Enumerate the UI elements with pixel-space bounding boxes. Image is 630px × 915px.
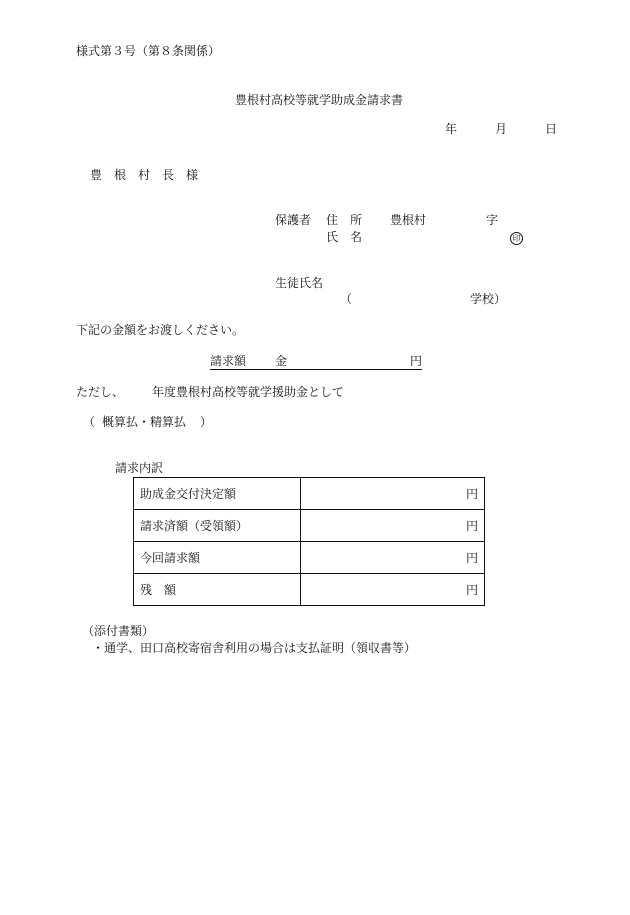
table-row — [134, 542, 485, 574]
breakdown-amount: 円 — [301, 542, 485, 574]
address-label: 住 所 — [326, 213, 363, 227]
breakdown-label: 請求済額（受領額） — [134, 510, 301, 542]
breakdown-amount: 円 — [301, 510, 485, 542]
breakdown-table — [133, 477, 485, 606]
school-open-paren: （ — [340, 292, 353, 306]
date-day: 日 — [545, 122, 558, 136]
amount-yen: 円 — [409, 354, 422, 368]
aza-label: 字 — [486, 213, 499, 227]
seal-mark: 印 — [510, 230, 523, 245]
date-year: 年 — [445, 122, 458, 136]
guardian-label: 保護者 — [275, 213, 312, 227]
breakdown-amount: 円 — [301, 574, 485, 606]
table-row — [134, 478, 485, 510]
student-label: 生徒氏名 — [275, 276, 324, 290]
table-row — [134, 510, 485, 542]
amount-kin: 金 — [275, 354, 288, 368]
purpose-text: 年度豊根村高校等就学援助金として — [152, 385, 345, 399]
document-title: 豊根村高校等就学助成金請求書 — [235, 93, 404, 107]
school-suffix: 学校） — [470, 292, 507, 306]
village-name: 豊根村 — [390, 213, 427, 227]
breakdown-amount: 円 — [301, 478, 485, 510]
attachments-heading: （添付書類） — [82, 624, 155, 638]
request-text: 下記の金額をお渡しください。 — [76, 323, 245, 337]
payment-type-text: 概算払・精算払 — [102, 415, 187, 429]
table-row — [134, 574, 485, 606]
purpose-prefix: ただし、 — [76, 385, 125, 399]
payment-close-paren: ） — [200, 415, 213, 429]
name-label: 氏 名 — [326, 230, 363, 244]
breakdown-label: 残 額 — [134, 574, 301, 606]
addressee: 豊 根 村 長 様 — [90, 168, 199, 182]
breakdown-heading: 請求内訳 — [115, 461, 164, 475]
breakdown-label: 今回請求額 — [134, 542, 301, 574]
payment-open-paren: （ — [83, 415, 96, 429]
form-number: 様式第３号（第８条関係） — [76, 44, 221, 58]
breakdown-label: 助成金交付決定額 — [134, 478, 301, 510]
amount-label: 請求額 — [210, 354, 247, 368]
date-month: 月 — [495, 122, 508, 136]
attachments-item: ・通学、田口高校寄宿舎利用の場合は支払証明（領収書等） — [92, 641, 417, 655]
amount-line — [210, 354, 422, 370]
